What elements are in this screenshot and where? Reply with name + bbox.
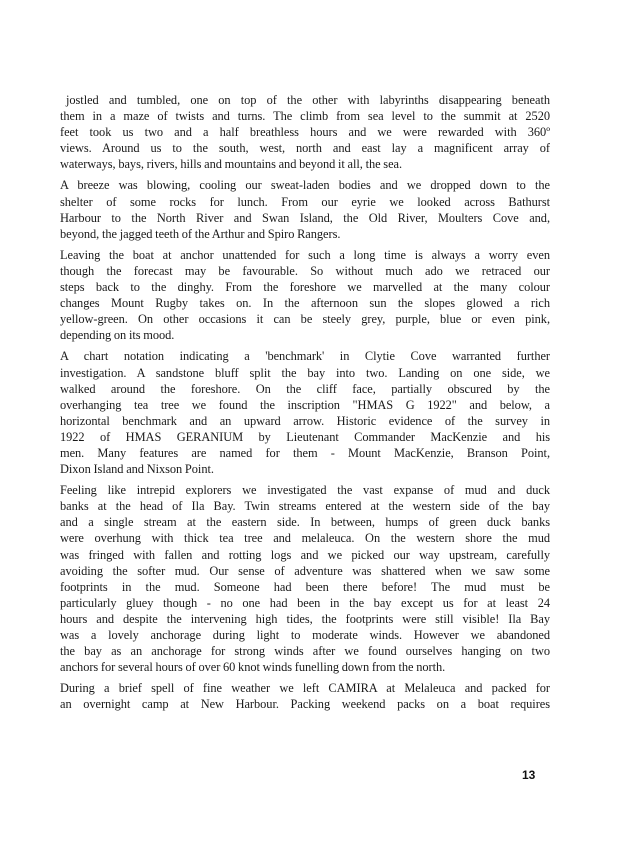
text-line: investigation. A sandstone bluff split the bay into two. Landing on one side, we: [60, 365, 550, 380]
text-line: jostled and tumbled, one on top of the other with labyrinths disappearing beneath: [66, 93, 550, 107]
paragraph: [60, 92, 550, 172]
text-line: waterways, bays, rivers, hills and mountains and beyond it all, the sea.: [60, 157, 403, 172]
text-line: was a lovely anchorage during light to moderate winds. However we abandoned: [60, 628, 550, 642]
text-line: depending on its mood.: [60, 328, 175, 343]
text-line: an overnight camp at New Harbour. Packing weekend packs on a boat requires: [60, 697, 550, 712]
text-line: walked around the foreshore. On the cliff face, partially obscured by the: [60, 381, 550, 396]
text-line: Feeling like intrepid explorers we investigated the vast expanse of mud and duck: [60, 483, 550, 498]
page-number: 13: [522, 768, 536, 782]
text-line: though the forecast may be favourable. So without much ado we retraced our: [60, 263, 550, 278]
text-line: the bay as an anchorage for strong winds after we found ourselves hanging on two: [60, 644, 550, 659]
text-line: beyond, the jagged teeth of the Arthur and Spiro Rangers.: [60, 226, 341, 241]
text-line: was fringed with fallen and rotting logs and we picked our way upstream, carefully: [60, 547, 550, 562]
text-line: overhanging tea tree we found the inscription "HMAS G 1922" and below, a: [60, 397, 550, 412]
text-line: Harbour to the North River and Swan Island, the Old River, Moulters Cove and,: [60, 210, 550, 225]
text-line: Dixon Island and Nixson Point.: [60, 462, 214, 477]
paragraph: [60, 482, 550, 675]
text-line: During a brief spell of fine weather we left CAMIRA at Melaleuca and packed for: [60, 681, 550, 696]
text-line: views. Around us to the south, west, north and east lay a magnificent array of: [60, 141, 550, 156]
text-line: particularly gluey though - no one had been in the bay except us for at least 24: [60, 595, 550, 610]
text-line: anchors for several hours of over 60 knot winds funelling down from the north.: [60, 660, 446, 675]
text-line: men. Many features are named for them - Mount MacKenzie, Branson Point,: [60, 445, 550, 460]
body-text: [60, 92, 550, 717]
text-line: avoiding the softer mud. Our sense of adventure was shattered when we saw some: [60, 563, 550, 578]
text-line: shelter of some rocks for lunch. From our eyrie we looked across Bathurst: [60, 194, 550, 209]
text-line: hours and despite the intervening high tides, the footprints were still visible! Ila Bay: [60, 611, 550, 626]
text-line: feet took us two and a half breathless hours and we were rewarded with 360º: [60, 125, 550, 140]
text-line: steps back to the dinghy. From the foreshore we marvelled at the many colour: [60, 280, 550, 295]
text-line: A breeze was blowing, cooling our sweat-laden bodies and we dropped down to the: [60, 178, 550, 193]
text-line: 1922 of HMAS GERANIUM by Lieutenant Commander MacKenzie and his: [60, 429, 550, 444]
paragraph: [60, 247, 550, 344]
text-line: A chart notation indicating a 'benchmark' in Clytie Cove warranted further: [60, 349, 550, 364]
text-line: them in a maze of twists and turns. The climb from sea level to the summit at 2520: [60, 109, 550, 124]
text-line: banks at the head of Ila Bay. Twin streams entered at the western side of the bay: [60, 499, 550, 514]
text-line: Leaving the boat at anchor unattended for such a long time is always a worry even: [60, 247, 550, 262]
paragraph: [60, 348, 550, 477]
text-line: footprints in the mud. Someone had been there before! The mud must be: [60, 579, 550, 594]
text-line: horizontal benchmark and an upward arrow. Historic evidence of the survey in: [60, 413, 550, 428]
text-line: were overhung with thick tea tree and melaleuca. On the western shore the mud: [60, 531, 550, 546]
text-line: yellow-green. On other occasions it can be steely grey, purple, blue or even pink,: [60, 312, 550, 327]
paragraph: [60, 680, 550, 712]
text-line: and a single stream at the eastern side. In between, humps of green duck banks: [60, 515, 550, 530]
text-line: changes Mount Rugby takes on. In the afternoon sun the slopes glowed a rich: [60, 296, 550, 311]
paragraph: [60, 177, 550, 241]
